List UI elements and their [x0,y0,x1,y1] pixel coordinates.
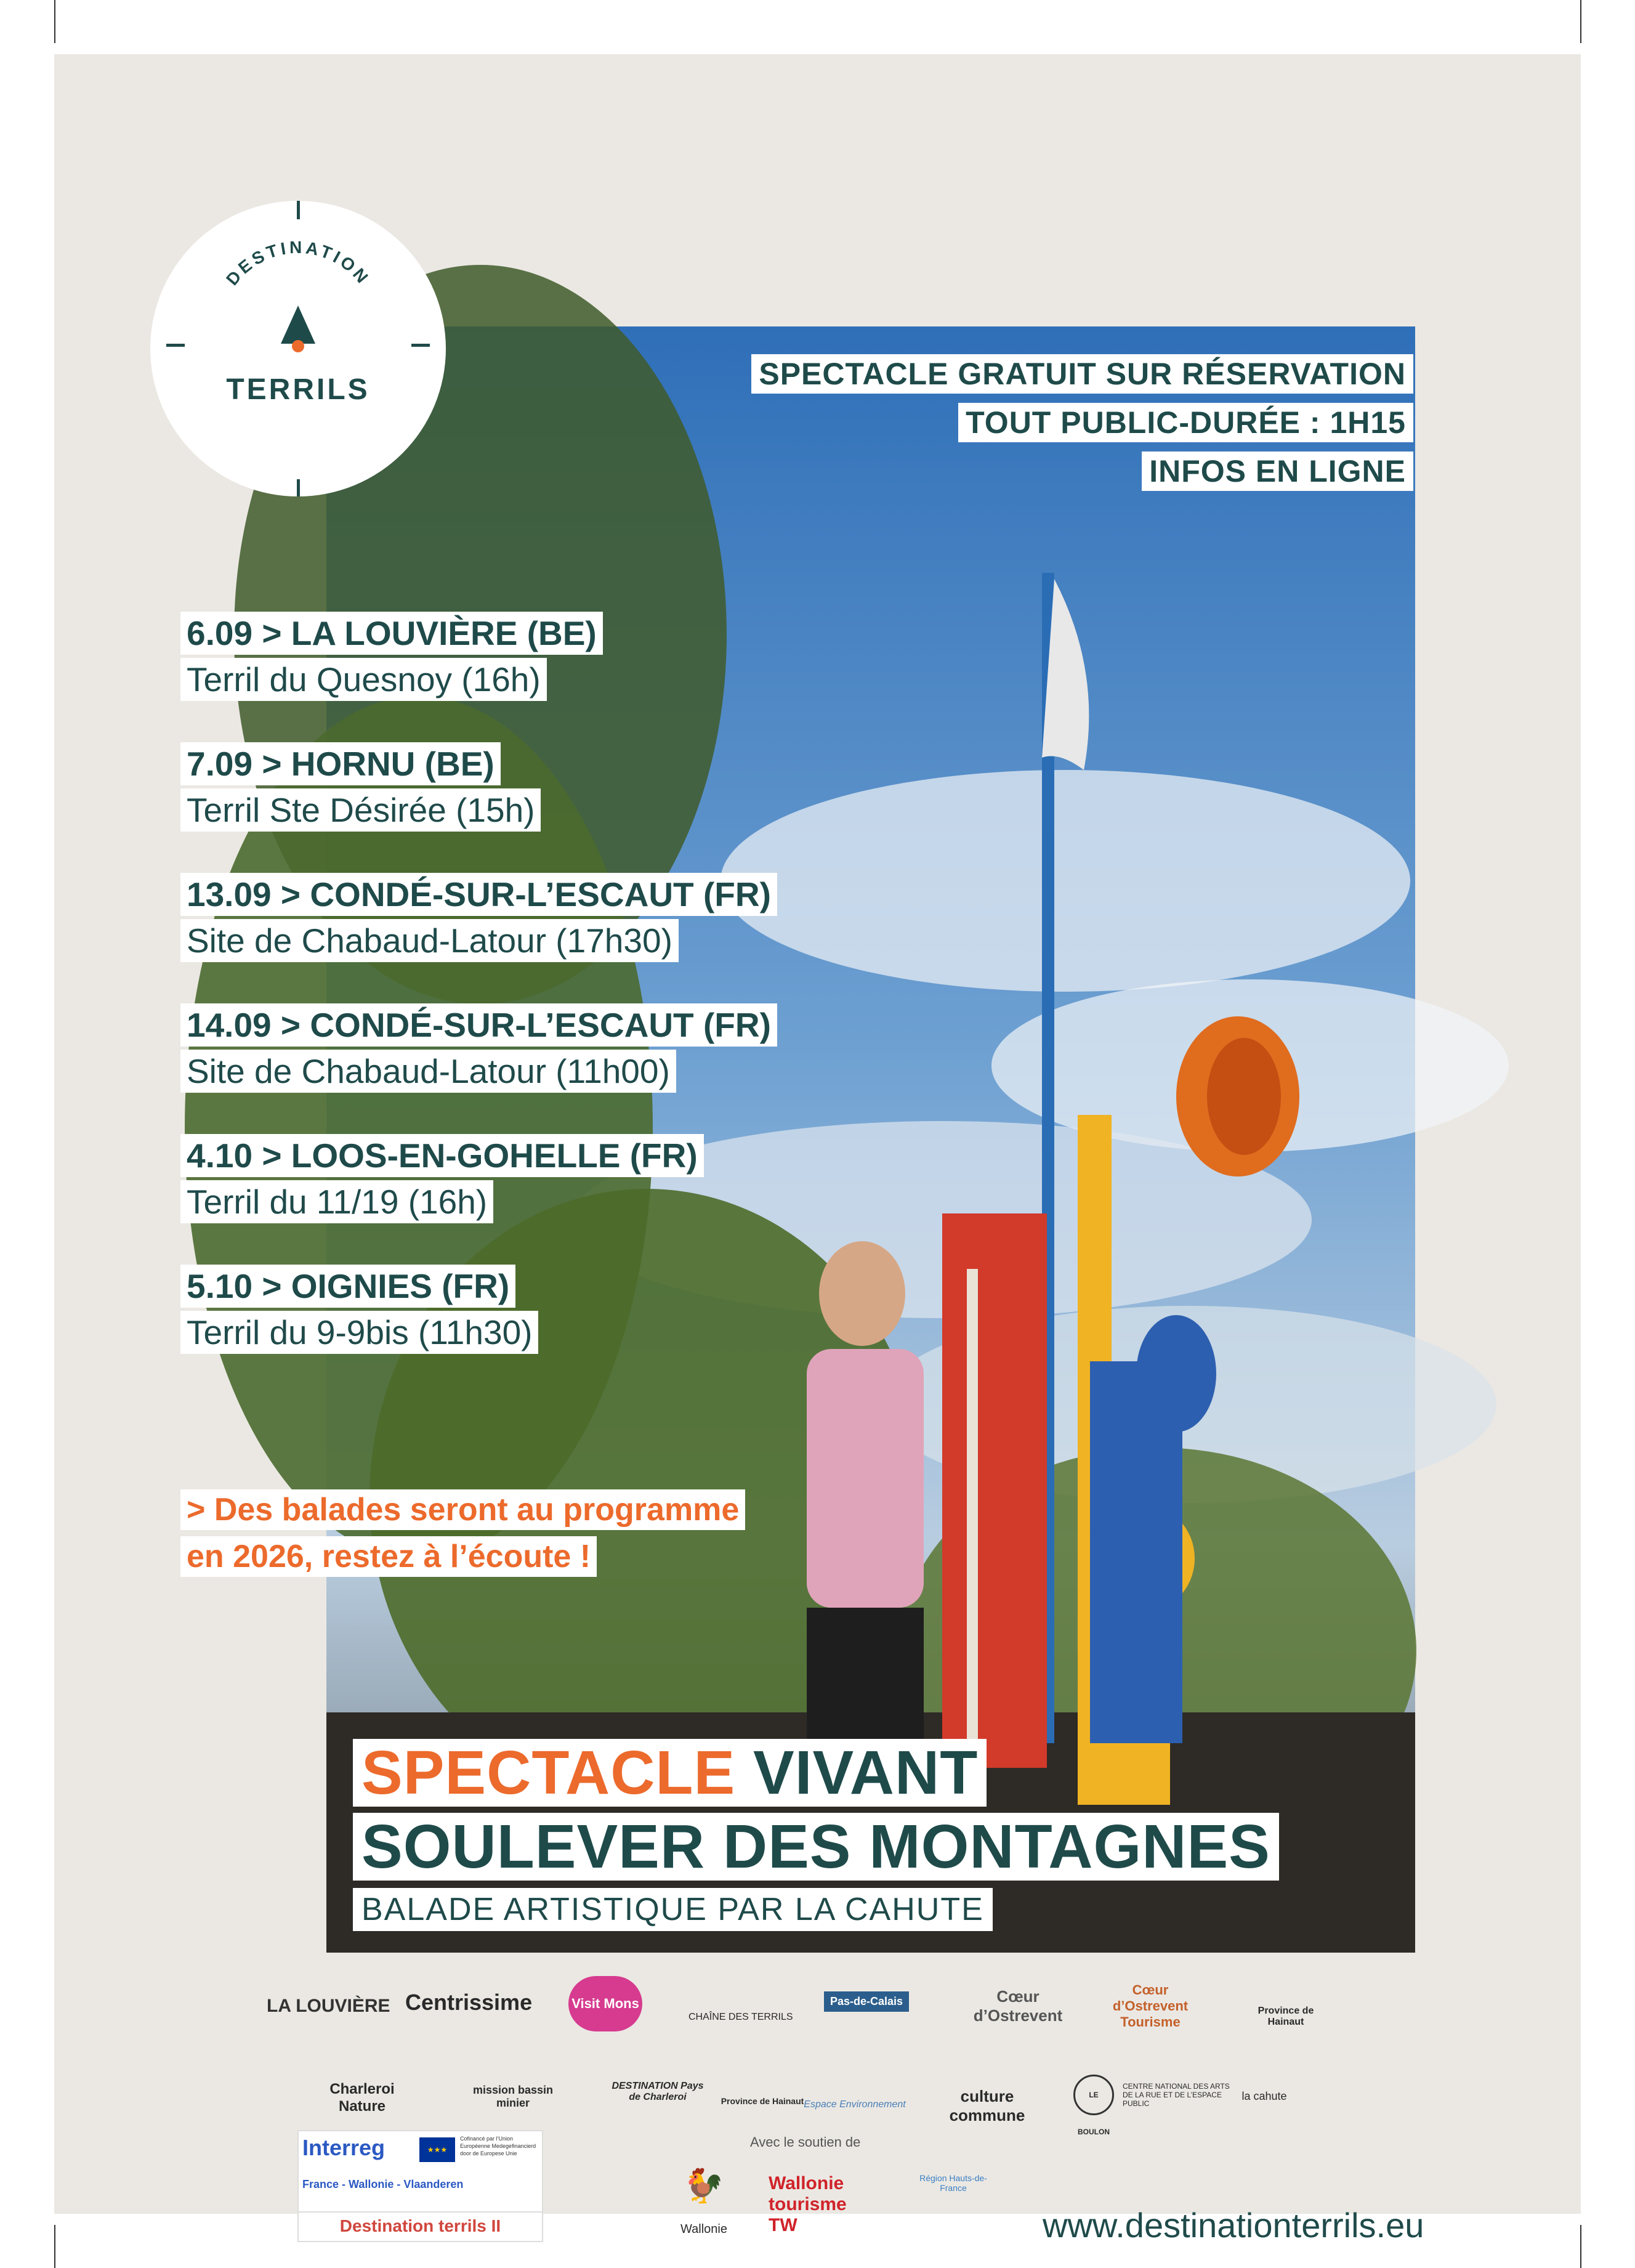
info-tag-online: INFOS EN LIGNE [1142,452,1413,491]
crop-mark [54,0,55,43]
event-title: 6.09 > LA LOUVIÈRE (BE) [180,612,603,655]
wallonie-label: Wallonie [680,2222,727,2236]
support-label: Avec le soutien de [750,2134,861,2150]
crop-mark [54,2225,55,2268]
partner-logo: Espace Environnement [804,2099,906,2110]
event-title: 14.09 > CONDÉ-SUR-L’ESCAUT (FR) [180,1003,777,1047]
show-title [353,1739,1279,1931]
event-list [180,612,919,1395]
title-orange: SPECTACLE [361,1738,736,1807]
title-dark: VIVANT [753,1738,979,1807]
event-place: Site de Chabaud-Latour (17h30) [180,919,679,962]
partner-logo: mission bassin minier [472,2084,554,2109]
event-place: Site de Chabaud-Latour (11h00) [180,1050,676,1093]
event-place: Terril du 11/19 (16h) [180,1180,493,1223]
crop-mark [1580,2225,1581,2268]
event-title: 4.10 > LOOS-EN-GOHELLE (FR) [180,1134,704,1177]
title-line-2: SOULEVER DES MONTAGNES [353,1813,1279,1881]
partner-logo: Centrissime [405,1990,533,2015]
event-item [180,1003,919,1093]
wallonie-tourisme-logo: Wallonie tourisme TW [769,2173,847,2235]
partner-logo: Cœur d’Ostrevent Tourisme [1112,1982,1189,2030]
website-url[interactable]: www.destinationterrils.eu [1043,2206,1424,2245]
partner-logo: Province de Hainaut [1258,2006,1314,2027]
partner-logo: LA LOUVIÈRE [267,1996,390,2016]
note-line-2: en 2026, restez à l’écoute ! [180,1536,597,1577]
interreg-name: Interreg [302,2135,386,2160]
partner-logo: culture commune [949,2087,1025,2124]
event-item [180,612,919,701]
partner-logo: CHAÎNE DES TERRILS [688,2012,793,2022]
logo-bottom-text: TERRILS [226,373,370,406]
event-item [180,873,919,962]
partner-logo: DESTINATION Pays de Charleroi [612,2081,704,2102]
event-place: Terril Ste Désirée (15h) [180,788,541,832]
event-title: 13.09 > CONDÉ-SUR-L’ESCAUT (FR) [180,873,777,916]
partner-logo: Charleroi Nature [329,2081,395,2115]
wallonie-logo: 🐓 [683,2168,725,2205]
partner-logo: Cœur d’Ostrevent [973,1987,1063,2025]
partner-logo: Pas-de-Calais [824,1991,909,2012]
interreg-project: Destination terrils II [299,2211,542,2236]
info-tag-free: SPECTACLE GRATUIT SUR RÉSERVATION [751,354,1413,394]
interreg-cofinancing: Cofinancé par l’Union Européenne Medegefinancierd door de Europese Unie [460,2136,536,2157]
event-item [180,742,919,832]
destination-terrils-logo [150,201,446,496]
interreg-region: France - Wallonie - Vlaanderen [302,2178,464,2190]
event-title: 5.10 > OIGNIES (FR) [180,1265,515,1308]
partner-logo: CENTRE NATIONAL DES ARTS DE LA RUE ET DE L’ESPACE PUBLIC [1123,2082,1230,2108]
walks-note [180,1489,745,1583]
event-place: Terril du 9-9bis (11h30) [180,1311,538,1354]
poster [54,54,1581,2245]
event-place: Terril du Quesnoy (16h) [180,658,547,701]
interreg-box [297,2130,543,2242]
eu-flag-icon: ★★★ [419,2137,455,2162]
crop-mark [1580,0,1581,43]
hauts-de-france-logo: Région Hauts-de-France [919,2173,987,2193]
event-item [180,1265,919,1354]
title-subtitle: BALADE ARTISTIQUE PAR LA CAHUTE [353,1888,993,1931]
title-line-1 [353,1739,987,1807]
info-tag-duration: TOUT PUBLIC-DURÉE : 1H15 [958,403,1413,442]
partner-logo: Province de Hainaut [721,2096,804,2106]
event-title: 7.09 > HORNU (BE) [180,742,501,785]
partner-logo: Visit Mons [568,1976,642,2031]
svg-text:DESTINATION [222,238,374,289]
partner-logo: LE BOULON [1073,2075,1114,2115]
logo-top-text: DESTINATION [222,237,374,289]
event-item [180,1134,919,1223]
note-line-1: > Des balades seront au programme [180,1489,745,1530]
partner-logo: la cahute [1241,2090,1287,2102]
